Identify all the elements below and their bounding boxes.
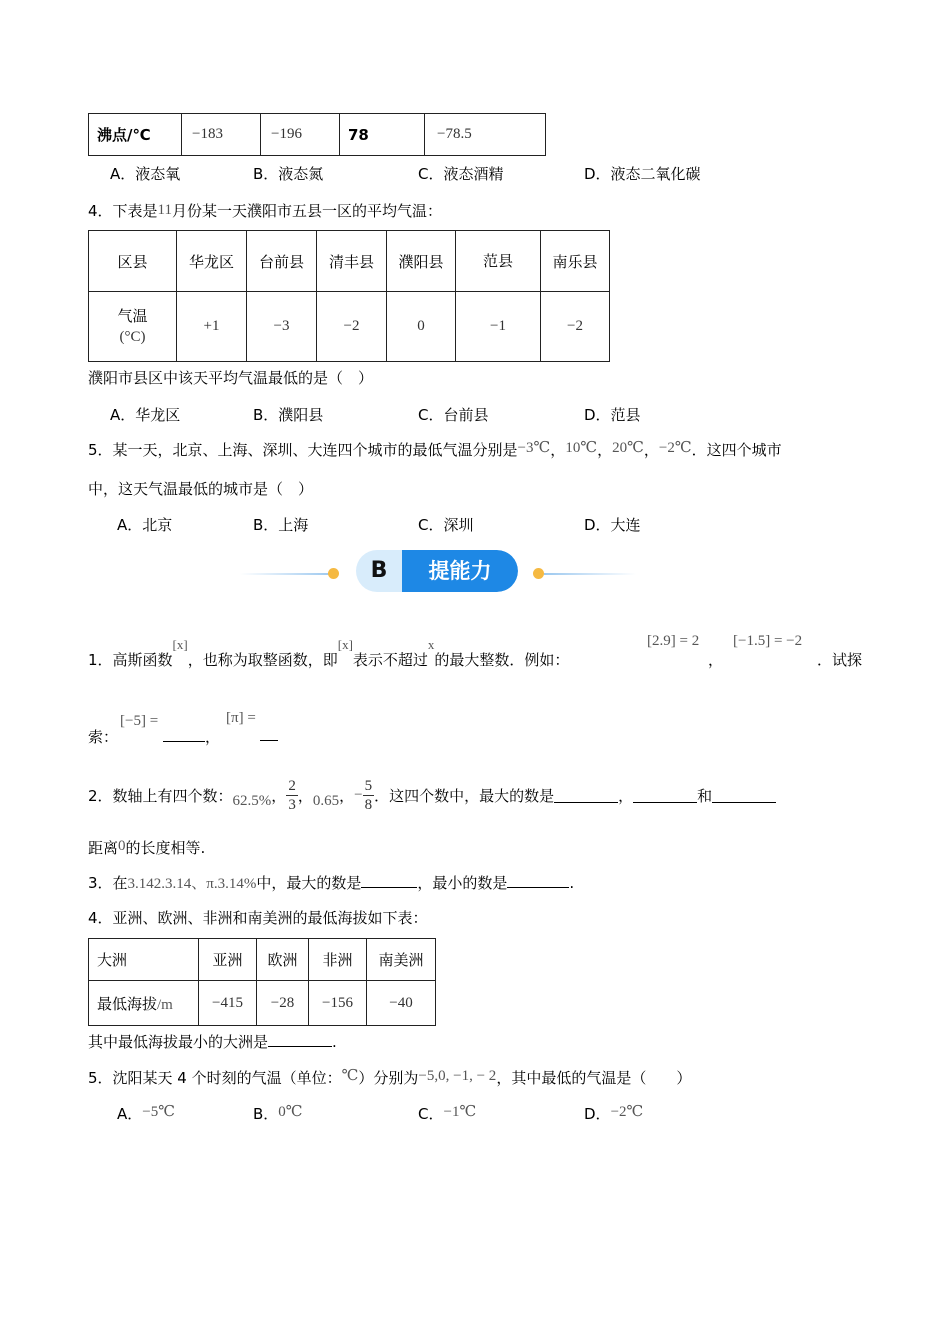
b1-answer-1[interactable]: ， <box>163 726 220 747</box>
b5-option-b[interactable]: B．0℃ <box>253 1104 303 1123</box>
fraction-five-eighths: $\frac{5}{8}$ <box>364 777 373 813</box>
table-header: 华龙区 <box>177 231 247 292</box>
q3-option-d[interactable]: D．液态二氧化碳 <box>584 165 701 183</box>
b1-comma: ， <box>708 651 724 669</box>
b5-option-c[interactable]: C．−1℃ <box>418 1104 477 1123</box>
b2-answer-3[interactable] <box>712 788 776 803</box>
q5-option-d[interactable]: D．大连 <box>584 516 641 534</box>
banner-line-right <box>544 573 636 575</box>
q5-option-a[interactable]: A．北京 <box>117 516 173 534</box>
banner-dot-left <box>328 568 339 579</box>
table-header: 区县 <box>89 231 177 292</box>
b1-example-2: [−1.5] = −2 <box>733 633 803 649</box>
table-cell: +1 <box>177 292 247 362</box>
b4-question: 其中最低海拔最小的大洲是 . <box>88 1033 337 1051</box>
table-cell: −2 <box>317 292 387 362</box>
q4-option-a[interactable]: A．华龙区 <box>110 406 181 424</box>
table-cell: −40 <box>367 981 436 1026</box>
banner-pill <box>356 550 518 592</box>
b1-line2: 索： <box>88 728 119 746</box>
b4-stem: 4．亚洲、欧洲、非洲和南美洲的最低海拔如下表： <box>88 909 428 927</box>
q5-stem-line2: 中，这天气温最低的城市是（ ） <box>88 480 314 498</box>
b1-answer-2[interactable] <box>260 726 278 745</box>
table-cell: −183 <box>182 114 261 156</box>
table-cell: −1 <box>456 292 541 362</box>
table-header: 大洲 <box>89 939 199 981</box>
q3-option-a[interactable]: A．液态氧 <box>110 165 181 183</box>
q5-stem: 5．某一天，北京、上海、深圳、大连四个城市的最低气温分别是−3℃，10℃，20℃，−2℃．这四个城市 <box>88 440 782 459</box>
table-cell: 0 <box>387 292 456 362</box>
q4-option-d[interactable]: D．范县 <box>584 406 641 424</box>
section-banner <box>240 548 640 598</box>
q4-option-b[interactable]: B．濮阳县 <box>253 406 324 424</box>
table-cell: −156 <box>309 981 367 1026</box>
table-cell: 78 <box>340 114 425 156</box>
table-cell: −78.5 <box>425 114 546 156</box>
table-header: 欧洲 <box>257 939 309 981</box>
banner-dot-right <box>533 568 544 579</box>
table-cell: −196 <box>261 114 340 156</box>
b1-query-2: [π] = <box>226 710 256 726</box>
table-header: 非洲 <box>309 939 367 981</box>
table-header: 南美洲 <box>367 939 436 981</box>
b1-example-1: [2.9] = 2 <box>647 633 700 649</box>
q4-question: 濮阳市县区中该天平均气温最低的是（ ） <box>88 369 374 387</box>
b1-stem: 1．高斯函数[x]，也称为取整函数，即[x]表示不超过x的最大整数．例如： <box>88 637 570 669</box>
b2-answer-1[interactable] <box>554 788 618 803</box>
b5-option-a[interactable]: A．−5℃ <box>117 1104 176 1123</box>
q4-option-c[interactable]: C．台前县 <box>418 406 489 424</box>
temperature-table <box>88 230 610 362</box>
b2-stem: 2．数轴上有四个数： 62.5% ， $\frac{2}{3}$ ， 0.65 ， − $\frac{5}{8}$ ．这四个数中，最大的数是 ， 和 <box>88 770 776 820</box>
b3-answer-2[interactable] <box>507 873 569 888</box>
table-row-label: 沸点/℃ <box>89 114 182 156</box>
table-cell: −415 <box>199 981 257 1026</box>
q3-option-b[interactable]: B．液态氮 <box>253 165 324 183</box>
q3-option-c[interactable]: C．液态酒精 <box>418 165 504 183</box>
q4-stem: 4．下表是11月份某一天濮阳市五县一区的平均气温： <box>88 202 443 220</box>
table-header: 濮阳县 <box>387 231 456 292</box>
b5-stem: 5．沈阳某天 4 个时刻的气温（单位：℃）分别为−5,0, −1, − 2，其中最低的气温是（ ） <box>88 1068 692 1087</box>
b2-line2: 距离0的长度相等. <box>88 838 206 857</box>
altitude-table <box>88 938 436 1026</box>
q5-option-c[interactable]: C．深圳 <box>418 516 474 534</box>
b1-query-1: [−5] = <box>120 713 159 729</box>
table-header: 范县 <box>456 231 541 292</box>
q5-option-b[interactable]: B．上海 <box>253 516 309 534</box>
table-row-label: 气温 (°C) <box>89 292 177 362</box>
boiling-point-table <box>88 113 546 156</box>
banner-letter: B <box>370 558 388 583</box>
b4-answer[interactable] <box>268 1032 332 1047</box>
table-cell: −28 <box>257 981 309 1026</box>
table-cell: −2 <box>541 292 610 362</box>
b5-option-d[interactable]: D．−2℃ <box>584 1104 644 1123</box>
table-row-label: 最低海拔/m <box>89 981 199 1026</box>
b3-stem: 3．在3.142.3.14、π.3.14%中，最大的数是 ，最小的数是 . <box>88 874 575 892</box>
table-header: 亚洲 <box>199 939 257 981</box>
b2-answer-2[interactable] <box>633 788 697 803</box>
fraction-two-thirds: $\frac{2}{3}$ <box>288 777 296 813</box>
table-cell: −3 <box>247 292 317 362</box>
b3-answer-1[interactable] <box>361 873 417 888</box>
table-header: 南乐县 <box>541 231 610 292</box>
banner-title: 提能力 <box>428 559 492 583</box>
b1-stem-end: ．试探 <box>817 651 863 669</box>
q4-month: 11 <box>157 202 172 218</box>
table-header: 清丰县 <box>317 231 387 292</box>
banner-line-left <box>240 573 332 575</box>
table-header: 台前县 <box>247 231 317 292</box>
